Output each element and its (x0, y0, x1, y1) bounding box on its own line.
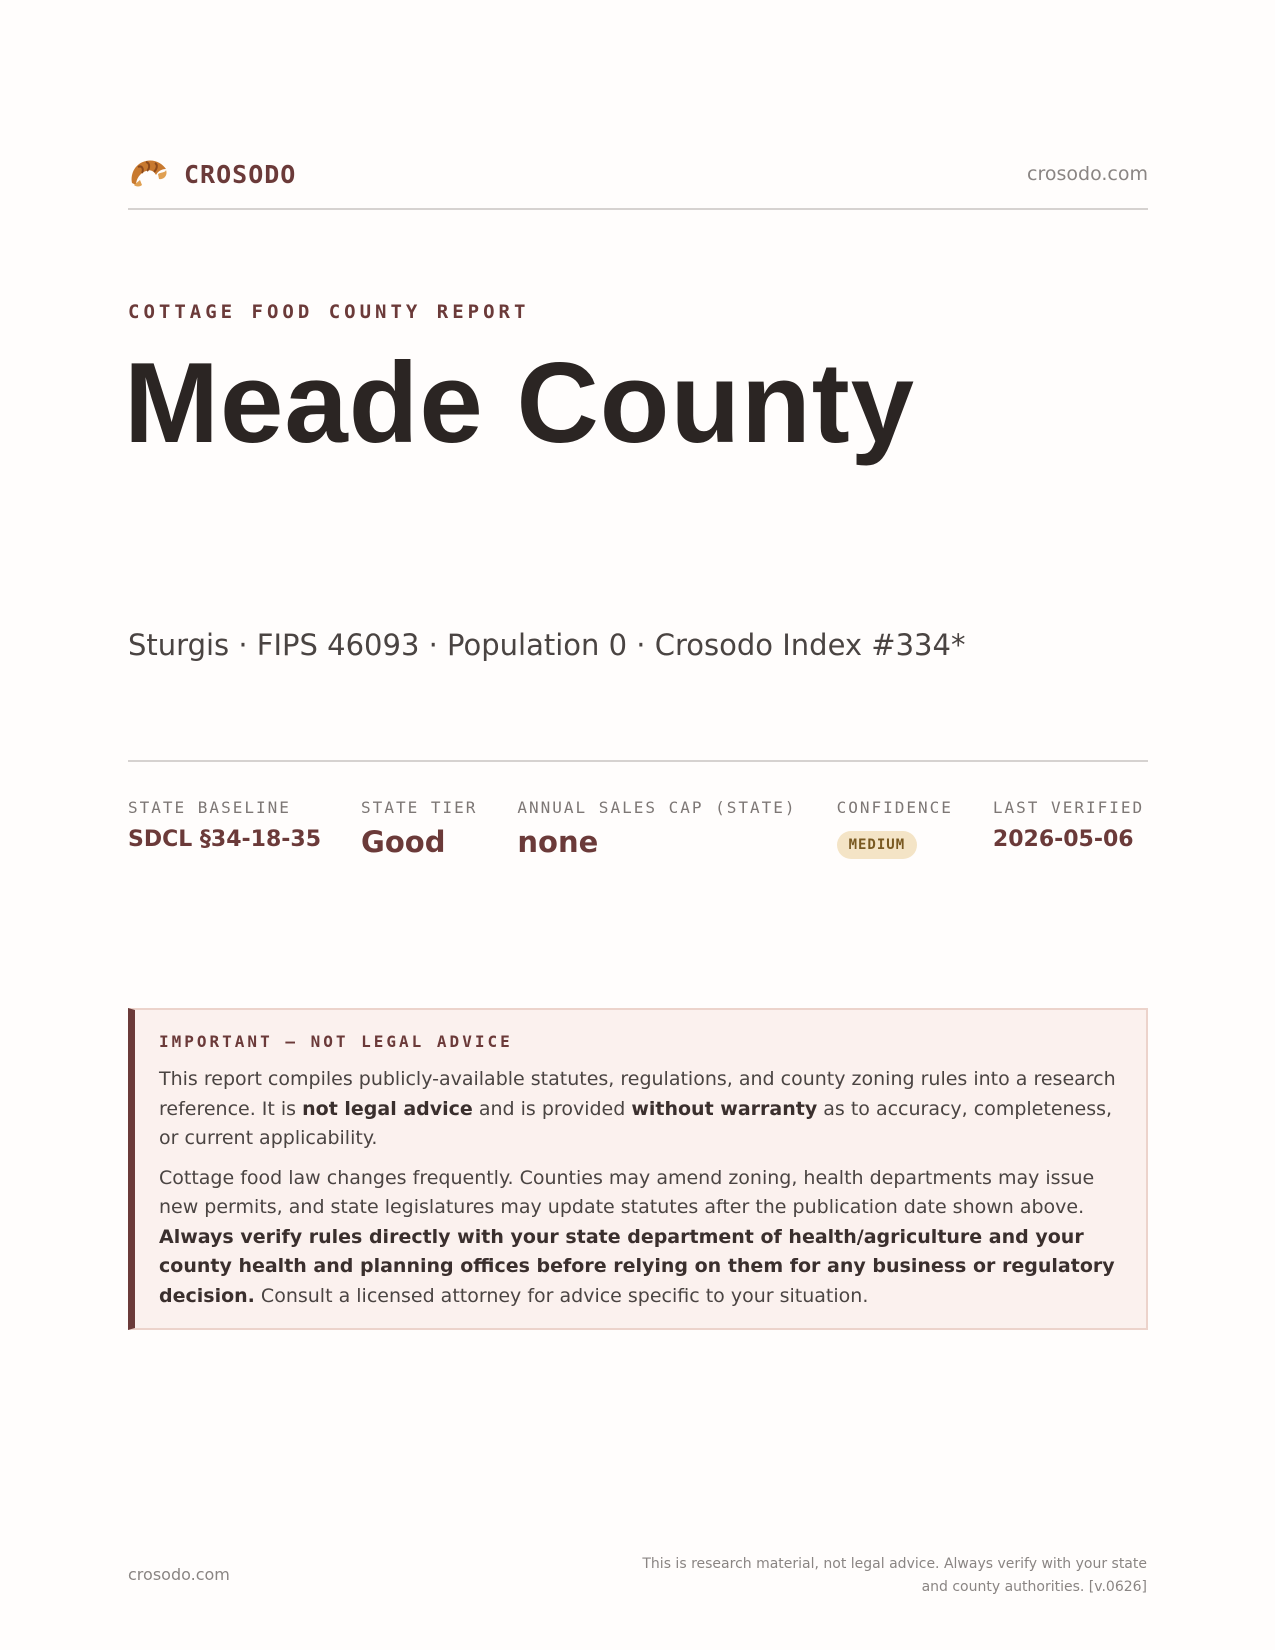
notice-emphasis: not legal advice (302, 1097, 473, 1120)
brand[interactable] (128, 155, 296, 193)
stat-label: STATE BASELINE (128, 798, 291, 817)
brand-name: CROSODO (184, 159, 297, 189)
notice-text: This report compiles publicly-available statutes, regulations, and county zoning rules into a research reference. It is (159, 1068, 1116, 1120)
stat-state-tier (361, 798, 477, 859)
notice-emphasis: Always verify rules directly with your state department of health/agriculture and your county health and planning offices before relying on them for any business or regulatory decision. (159, 1225, 1115, 1307)
notice-text: Cottage food law changes frequently. Counties may amend zoning, health departments may issue new permits, and state legislatures may update statutes after the publication date shown above. (159, 1166, 1095, 1218)
stat-label: CONFIDENCE (836, 798, 953, 817)
stat-confidence (837, 798, 953, 859)
stat-last-verified (993, 798, 1144, 859)
confidence-badge: MEDIUM (837, 831, 918, 859)
stat-label: LAST VERIFIED (992, 798, 1145, 817)
stat-value: 2026-05-06 (992, 827, 1134, 852)
stat-label: STATE TIER (361, 798, 478, 817)
page-title: Meade County (124, 340, 916, 467)
stat-state-baseline (128, 798, 321, 859)
notice-text: and is provided (472, 1097, 632, 1120)
stat-value: Good (361, 825, 446, 859)
notice-paragraph (159, 1065, 1120, 1154)
croissant-icon (128, 155, 170, 193)
notice-paragraph (159, 1164, 1120, 1312)
footer-disclaimer: This is research material, not legal advice. Always verify with your state and county authorities. [v.0626] (642, 1556, 1147, 1595)
header-url-link[interactable]: crosodo.com (1027, 163, 1148, 185)
notice-text: Consult a licensed attorney for advice specific to your situation. (254, 1284, 869, 1307)
county-summary: Sturgis · FIPS 46093 · Population 0 · Crosodo Index #334* (128, 628, 966, 662)
notice-title: IMPORTANT — NOT LEGAL ADVICE (159, 1032, 513, 1051)
stat-value: SDCL §34-18-35 (128, 827, 322, 852)
stat-value: none (517, 825, 599, 859)
stat-sales-cap (517, 798, 796, 859)
footer-url-link[interactable]: crosodo.com (128, 1565, 230, 1584)
report-type-label: COTTAGE FOOD COUNTY REPORT (128, 301, 530, 323)
legal-notice (128, 1008, 1148, 1330)
notice-text: as to accuracy, completeness, or current applicability. (159, 1097, 1113, 1149)
notice-emphasis: without warranty (631, 1097, 818, 1120)
stats-row (128, 760, 1148, 859)
stat-label: ANNUAL SALES CAP (STATE) (517, 798, 797, 817)
page-header (128, 156, 1148, 210)
